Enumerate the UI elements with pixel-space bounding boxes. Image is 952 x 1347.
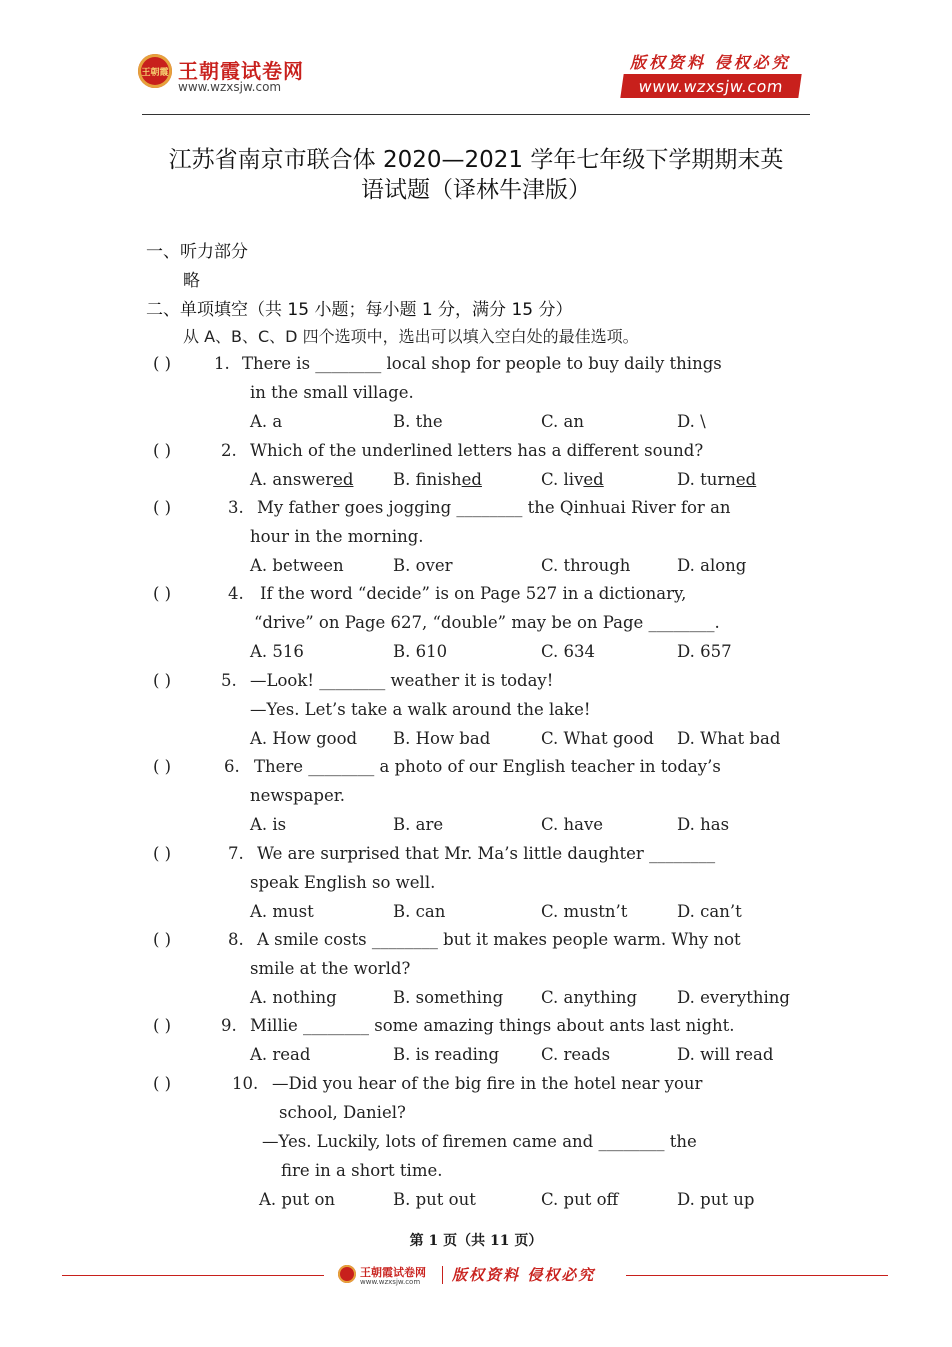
title-line-2: 语试题（译林牛津版） (361, 177, 591, 203)
question-text: Millie ________ some amazing things about ants last night. (250, 1016, 735, 1035)
page-number: 第 1 页（共 11 页） (409, 1233, 543, 1249)
question-text: Which of the underlined letters has a different sound? (250, 441, 704, 460)
brand-url: www.wzxsjw.com (178, 80, 282, 94)
answer-blank[interactable]: ( ) (153, 1074, 172, 1093)
answer-blank[interactable]: ( ) (153, 354, 172, 373)
question-number: 6. (224, 757, 240, 776)
answer-blank[interactable]: ( ) (153, 498, 172, 517)
option-c: C. 634 (541, 642, 596, 661)
option-b: B. can (393, 902, 446, 921)
section-1-note: 略 (183, 271, 200, 291)
question-text: There is ________ local shop for people to buy daily things (242, 354, 722, 373)
question-text: A smile costs ________ but it makes people warm. Why not (257, 930, 741, 949)
option-b: B. How bad (393, 729, 491, 748)
question-number: 2. (221, 441, 237, 460)
option-c: C. an (541, 412, 584, 431)
option-b: B. are (393, 815, 444, 834)
answer-blank[interactable]: ( ) (153, 441, 172, 460)
question-number: 3. (228, 498, 244, 517)
option-c: C. put off (541, 1190, 619, 1209)
url-banner: www.wzxsjw.com (620, 74, 801, 98)
option-b: B. put out (393, 1190, 476, 1209)
question-text-cont: newspaper. (250, 786, 346, 805)
question-text: —Look! ________ weather it is today! (250, 671, 554, 690)
question-text-cont: smile at the world? (250, 959, 411, 978)
footer-brand: 王朝霞试卷网 (360, 1266, 426, 1279)
option-c: C. What good (541, 729, 654, 748)
question-text-cont: hour in the morning. (250, 527, 424, 546)
option-b: B. 610 (393, 642, 448, 661)
option-d: D. has (677, 815, 730, 834)
option-d: D. can’t (677, 902, 742, 921)
question-number: 8. (228, 930, 244, 949)
title-line-1: 江苏省南京市联合体 2020—2021 学年七年级下学期期末英 (168, 147, 784, 173)
option-a: A. How good (250, 729, 358, 748)
answer-blank[interactable]: ( ) (153, 1016, 172, 1035)
logo-text: 王朝霞 (141, 67, 169, 78)
footer-separator (442, 1266, 443, 1284)
page-header (0, 0, 952, 120)
footer-logo-icon (338, 1265, 356, 1283)
question-number: 5. (221, 671, 237, 690)
option-d: D. \ (677, 412, 706, 431)
footer-copyright: 版权资料 侵权必究 (452, 1266, 596, 1284)
question-text: We are surprised that Mr. Ma’s little daughter ________ (257, 844, 716, 863)
answer-blank[interactable]: ( ) (153, 757, 172, 776)
question-text: If the word “decide” is on Page 527 in a dictionary, (260, 584, 687, 603)
option-a: A. is (250, 815, 287, 834)
option-b: B. something (393, 988, 504, 1007)
header-divider (142, 114, 810, 115)
question-text-cont: —Yes. Let’s take a walk around the lake! (250, 700, 591, 719)
option-d: D. turned (677, 470, 757, 489)
answer-blank[interactable]: ( ) (153, 584, 172, 603)
question-text: There ________ a photo of our English teacher in today’s (254, 757, 721, 776)
option-d: D. will read (677, 1045, 774, 1064)
option-c: C. through (541, 556, 631, 575)
question-number: 10. (232, 1074, 259, 1093)
option-d: D. put up (677, 1190, 755, 1209)
option-a: A. nothing (250, 988, 337, 1007)
option-c: C. anything (541, 988, 638, 1007)
question-number: 9. (221, 1016, 237, 1035)
option-d: D. everything (677, 988, 790, 1007)
copyright-notice: 版权资料 侵权必究 (630, 53, 791, 72)
question-text-reply-cont: fire in a short time. (281, 1161, 443, 1180)
option-a: A. must (250, 902, 314, 921)
brand-logo-icon (138, 54, 172, 88)
option-c: C. mustn’t (541, 902, 628, 921)
option-a: A. 516 (250, 642, 304, 661)
option-b: B. over (393, 556, 453, 575)
page-title (140, 145, 812, 205)
answer-blank[interactable]: ( ) (153, 844, 172, 863)
footer-url: www.wzxsjw.com (360, 1278, 421, 1286)
option-d: D. along (677, 556, 747, 575)
question-text-cont: in the small village. (250, 383, 414, 402)
option-c: C. lived (541, 470, 604, 489)
footer-divider-right (626, 1275, 888, 1276)
option-a: A. put on (259, 1190, 336, 1209)
section-2-instruction: 从 A、B、C、D 四个选项中，选出可以填入空白处的最佳选项。 (183, 327, 639, 346)
question-text-cont: “drive” on Page 627, “double” may be on Page ________. (254, 613, 720, 632)
brand-name: 王朝霞试卷网 (178, 59, 304, 83)
question-text-cont: speak English so well. (250, 873, 436, 892)
question-number: 1. (214, 354, 230, 373)
section-1-heading: 一、听力部分 (146, 242, 248, 262)
question-number: 7. (228, 844, 244, 863)
option-a: A. a (250, 412, 283, 431)
question-number: 4. (228, 584, 244, 603)
option-c: C. reads (541, 1045, 611, 1064)
answer-blank[interactable]: ( ) (153, 930, 172, 949)
option-d: D. 657 (677, 642, 732, 661)
question-text-cont: school, Daniel? (279, 1103, 406, 1122)
question-text: My father goes jogging ________ the Qinhuai River for an (257, 498, 731, 517)
answer-blank[interactable]: ( ) (153, 671, 172, 690)
option-b: B. is reading (393, 1045, 500, 1064)
option-b: B. finished (393, 470, 482, 489)
option-b: B. the (393, 412, 443, 431)
question-text: —Did you hear of the big fire in the hotel near your (272, 1074, 703, 1093)
option-a: A. between (250, 556, 344, 575)
option-a: A. read (250, 1045, 311, 1064)
option-a: A. answered (250, 470, 354, 489)
option-d: D. What bad (677, 729, 781, 748)
footer-divider-left (62, 1275, 324, 1276)
section-2-heading: 二、单项填空（共 15 小题；每小题 1 分，满分 15 分） (146, 300, 573, 320)
question-text-reply: —Yes. Luckily, lots of firemen came and ________ the (262, 1132, 697, 1151)
option-c: C. have (541, 815, 604, 834)
